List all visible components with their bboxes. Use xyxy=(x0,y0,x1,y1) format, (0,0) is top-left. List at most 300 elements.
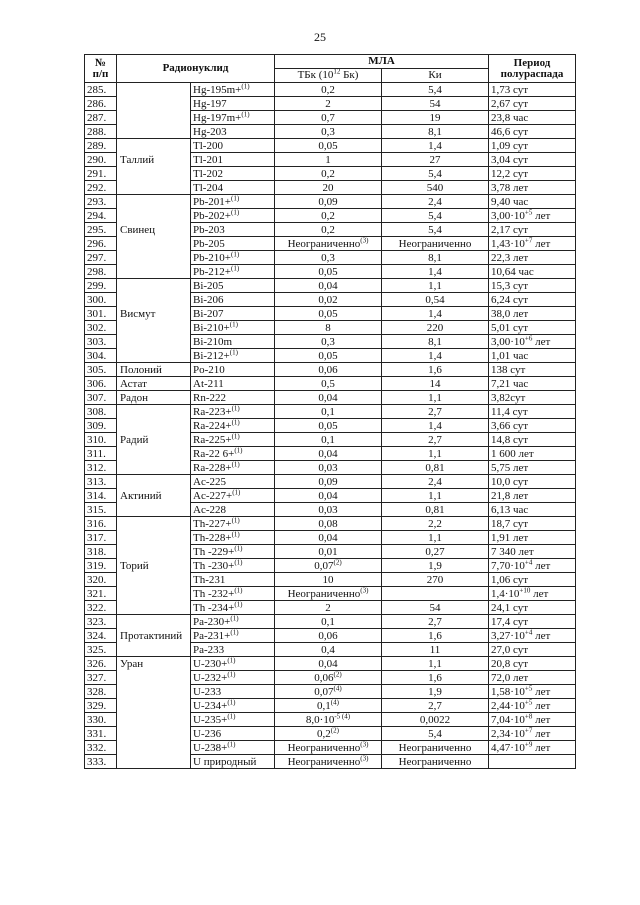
ci-cell xyxy=(382,503,489,517)
table-row xyxy=(85,475,576,489)
nuclide-cell xyxy=(191,419,275,433)
row-number xyxy=(85,195,117,209)
row-number xyxy=(85,657,117,671)
row-number-text: 329. xyxy=(87,699,107,712)
tbq-value: 0,06 xyxy=(318,629,338,642)
half-life-cell xyxy=(489,685,576,699)
ci-cell xyxy=(382,587,489,601)
header-row xyxy=(85,55,576,69)
element-name-cell xyxy=(117,405,191,419)
element-name-cell xyxy=(117,391,191,405)
element-name-cell xyxy=(117,503,191,517)
row-number xyxy=(85,461,117,475)
ci-cell xyxy=(382,335,489,349)
tbq-value: 0,05 xyxy=(318,265,338,278)
row-number xyxy=(85,293,117,307)
half-life-value: 21,8 лет xyxy=(491,489,529,502)
half-life-value: 7,70·10 xyxy=(491,559,525,572)
row-number xyxy=(85,559,117,573)
row-number-text: 291. xyxy=(87,167,107,180)
header-number xyxy=(85,55,117,83)
nuclide-cell xyxy=(191,181,275,195)
tbq-value: 0,2 xyxy=(321,167,335,180)
tbq-value: 0,04 xyxy=(318,279,338,292)
half-life-cell xyxy=(489,209,576,223)
nuclide-name: Ac-227+ xyxy=(193,489,233,502)
half-life-cell xyxy=(489,251,576,265)
row-number xyxy=(85,153,117,167)
tbq-value: Неограниченно xyxy=(287,237,361,250)
row-number-text: 289. xyxy=(87,139,107,152)
table-row xyxy=(85,559,576,573)
element-name-cell xyxy=(117,447,191,461)
half-life-cell xyxy=(489,475,576,489)
row-number-text: 294. xyxy=(87,209,107,222)
tbq-cell xyxy=(275,419,382,433)
half-life-value: 1,09 сут xyxy=(491,139,529,152)
tbq-cell xyxy=(275,83,382,97)
nuclide-name: Tl-201 xyxy=(193,153,223,166)
row-number-text: 330. xyxy=(87,713,107,726)
nuclide-footnote: (1) xyxy=(241,82,250,90)
table-row xyxy=(85,461,576,475)
half-life-cell xyxy=(489,545,576,559)
tbq-value: 0,03 xyxy=(318,503,338,516)
ci-value: 2,7 xyxy=(428,405,442,418)
ci-value: 5,4 xyxy=(428,727,442,740)
nuclide-name: Rn-222 xyxy=(193,391,226,404)
half-life-cell xyxy=(489,391,576,405)
row-number xyxy=(85,685,117,699)
half-life-value: 12,2 сут xyxy=(491,167,529,180)
element-name-cell xyxy=(117,671,191,685)
table-row xyxy=(85,349,576,363)
half-life-unit: лет xyxy=(532,335,551,348)
ci-cell xyxy=(382,223,489,237)
element-name-cell xyxy=(117,237,191,251)
nuclide-cell xyxy=(191,587,275,601)
element-name: Протактиний xyxy=(120,629,183,642)
row-number-text: 306. xyxy=(87,377,107,390)
tbq-value: 8 xyxy=(325,321,331,334)
tbq-cell xyxy=(275,433,382,447)
nuclide-name: Hg-203 xyxy=(193,125,227,138)
element-name-cell xyxy=(117,279,191,293)
half-life-value: 3,27·10 xyxy=(491,629,525,642)
ci-value: 0,0022 xyxy=(419,713,451,726)
table-row xyxy=(85,391,576,405)
half-life-value: 2,34·10 xyxy=(491,727,525,740)
half-life-value: 1,58·10 xyxy=(491,685,525,698)
element-name-cell xyxy=(117,167,191,181)
tbq-value: 0,03 xyxy=(318,461,338,474)
tbq-cell xyxy=(275,265,382,279)
half-life-unit: лет xyxy=(530,587,549,600)
table-row xyxy=(85,111,576,125)
half-life-exponent: +7 xyxy=(524,236,533,244)
element-name: Полоний xyxy=(120,363,162,376)
ci-value: 2,7 xyxy=(428,615,442,628)
tbq-value: 0,06 xyxy=(314,671,334,684)
element-name-cell xyxy=(117,699,191,713)
table-row xyxy=(85,741,576,755)
tbq-value: 0,05 xyxy=(318,349,338,362)
table-row xyxy=(85,125,576,139)
tbq-value: 0,08 xyxy=(318,517,338,530)
nuclide-cell xyxy=(191,237,275,251)
half-life-cell xyxy=(489,335,576,349)
nuclide-footnote: (1) xyxy=(241,110,250,118)
ci-cell xyxy=(382,461,489,475)
nuclide-footnote: (1) xyxy=(227,740,236,748)
half-life-unit: лет xyxy=(532,209,551,222)
header-period xyxy=(489,55,576,83)
element-name: Радон xyxy=(120,391,148,404)
row-number xyxy=(85,699,117,713)
tbq-cell xyxy=(275,713,382,727)
nuclide-name: Bi-210m xyxy=(193,335,233,348)
table-row xyxy=(85,545,576,559)
half-life-cell xyxy=(489,587,576,601)
half-life-cell xyxy=(489,699,576,713)
tbq-cell xyxy=(275,195,382,209)
half-life-cell xyxy=(489,377,576,391)
tbq-value: 0,04 xyxy=(318,657,338,670)
half-life-value: 1,43·10 xyxy=(491,237,525,250)
half-life-cell xyxy=(489,125,576,139)
tbq-cell xyxy=(275,545,382,559)
element-name-cell xyxy=(117,685,191,699)
ci-value: 1,1 xyxy=(428,447,442,460)
element-name-cell xyxy=(117,601,191,615)
element-name-cell xyxy=(117,461,191,475)
tbq-cell xyxy=(275,475,382,489)
ci-cell xyxy=(382,615,489,629)
half-life-cell xyxy=(489,531,576,545)
row-number xyxy=(85,741,117,755)
half-life-exponent: +5 xyxy=(524,698,533,706)
row-number-text: 311. xyxy=(87,447,106,460)
row-number xyxy=(85,671,117,685)
ci-value: 2,7 xyxy=(428,699,442,712)
row-number xyxy=(85,377,117,391)
header-number-line2: п/п xyxy=(92,67,109,80)
nuclide-name: U-232+ xyxy=(193,671,228,684)
half-life-value: 38,0 лет xyxy=(491,307,529,320)
half-life-value: 5,01 сут xyxy=(491,321,529,334)
element-name-cell xyxy=(117,629,191,643)
ci-cell xyxy=(382,685,489,699)
ci-cell xyxy=(382,629,489,643)
ci-cell xyxy=(382,237,489,251)
row-number xyxy=(85,419,117,433)
nuclide-name: Tl-204 xyxy=(193,181,223,194)
header-period-line1: Период xyxy=(513,56,551,69)
half-life-cell xyxy=(489,461,576,475)
table-row xyxy=(85,377,576,391)
ci-value: 54 xyxy=(429,97,441,110)
ci-cell xyxy=(382,391,489,405)
half-life-cell xyxy=(489,237,576,251)
element-name-cell xyxy=(117,251,191,265)
tbq-value: Неограниченно xyxy=(287,741,361,754)
half-life-cell xyxy=(489,741,576,755)
header-radionuclide: Радионуклид xyxy=(117,55,275,83)
ci-cell xyxy=(382,181,489,195)
nuclide-footnote: (1) xyxy=(231,516,240,524)
row-number xyxy=(85,349,117,363)
nuclide-name: Hg-197 xyxy=(193,97,227,110)
element-name-cell xyxy=(117,125,191,139)
table-row xyxy=(85,265,576,279)
table-row xyxy=(85,615,576,629)
row-number xyxy=(85,335,117,349)
nuclide-cell xyxy=(191,475,275,489)
ci-cell xyxy=(382,699,489,713)
tbq-cell xyxy=(275,685,382,699)
table-row xyxy=(85,489,576,503)
row-number-text: 318. xyxy=(87,545,107,558)
row-number xyxy=(85,97,117,111)
nuclide-name: Pa-231+ xyxy=(193,629,231,642)
table-row xyxy=(85,307,576,321)
nuclide-name: Th-228+ xyxy=(193,531,232,544)
nuclide-cell xyxy=(191,265,275,279)
nuclide-cell xyxy=(191,447,275,461)
half-life-cell xyxy=(489,223,576,237)
tbq-value: 0,06 xyxy=(318,363,338,376)
table-row xyxy=(85,573,576,587)
nuclide-name: Th -234+ xyxy=(193,601,235,614)
tbq-value: 0,04 xyxy=(318,391,338,404)
half-life-unit: лет xyxy=(532,713,551,726)
row-number-text: 300. xyxy=(87,293,107,306)
row-number-text: 316. xyxy=(87,517,107,530)
tbq-cell xyxy=(275,447,382,461)
nuclide-name: Tl-202 xyxy=(193,167,223,180)
row-number xyxy=(85,237,117,251)
half-life-cell xyxy=(489,167,576,181)
nuclide-name: Ra-22 6+ xyxy=(193,447,235,460)
ci-value: 1,4 xyxy=(428,139,442,152)
ci-cell xyxy=(382,713,489,727)
row-number xyxy=(85,629,117,643)
nuclide-name: Th -232+ xyxy=(193,587,235,600)
row-number xyxy=(85,181,117,195)
ci-value: 1,4 xyxy=(428,349,442,362)
half-life-unit: лет xyxy=(532,741,551,754)
tbq-cell xyxy=(275,363,382,377)
nuclide-footnote: (1) xyxy=(234,558,243,566)
ci-value: 1,9 xyxy=(428,559,442,572)
header-number-line1: № xyxy=(94,56,107,69)
nuclide-cell xyxy=(191,321,275,335)
row-number xyxy=(85,713,117,727)
table-row xyxy=(85,321,576,335)
nuclide-name: Bi-212+ xyxy=(193,349,230,362)
half-life-value: 10,64 час xyxy=(491,265,534,278)
half-life-unit: лет xyxy=(532,559,551,572)
nuclide-footnote: (1) xyxy=(234,544,243,552)
element-name: Уран xyxy=(120,657,144,670)
tbq-cell xyxy=(275,279,382,293)
tbq-value: 0,07 xyxy=(314,559,334,572)
nuclide-name: U-238+ xyxy=(193,741,228,754)
tbq-cell xyxy=(275,755,382,769)
ci-value: 1,4 xyxy=(428,419,442,432)
half-life-value: 3,00·10 xyxy=(491,335,525,348)
ci-cell xyxy=(382,125,489,139)
row-number-text: 295. xyxy=(87,223,107,236)
table-row xyxy=(85,433,576,447)
element-name-cell xyxy=(117,153,191,167)
element-name-cell xyxy=(117,559,191,573)
ci-cell xyxy=(382,755,489,769)
table-row xyxy=(85,363,576,377)
ci-cell xyxy=(382,671,489,685)
nuclide-name: Th-231 xyxy=(193,573,226,586)
tbq-value: 0,2 xyxy=(321,223,335,236)
element-name-cell xyxy=(117,475,191,489)
ci-value: 5,4 xyxy=(428,167,442,180)
tbq-cell xyxy=(275,209,382,223)
tbq-cell xyxy=(275,237,382,251)
tbq-cell xyxy=(275,307,382,321)
tbq-cell xyxy=(275,503,382,517)
half-life-exponent: +6 xyxy=(524,334,533,342)
element-name-cell xyxy=(117,307,191,321)
row-number xyxy=(85,503,117,517)
nuclide-cell xyxy=(191,489,275,503)
half-life-value: 2,17 сут xyxy=(491,223,529,236)
nuclide-cell xyxy=(191,713,275,727)
tbq-value: 0,04 xyxy=(318,447,338,460)
nuclide-cell xyxy=(191,209,275,223)
half-life-cell xyxy=(489,349,576,363)
ci-value: 1,9 xyxy=(428,685,442,698)
row-number xyxy=(85,111,117,125)
ci-value: 5,4 xyxy=(428,83,442,96)
half-life-cell xyxy=(489,153,576,167)
element-name: Висмут xyxy=(120,307,156,320)
half-life-cell xyxy=(489,307,576,321)
row-number-text: 312. xyxy=(87,461,107,474)
tbq-value: 0,04 xyxy=(318,489,338,502)
nuclide-footnote: (1) xyxy=(234,586,243,594)
nuclide-cell xyxy=(191,671,275,685)
nuclide-name: Pb-202+ xyxy=(193,209,231,222)
nuclide-name: U-236 xyxy=(193,727,222,740)
ci-cell xyxy=(382,321,489,335)
row-number-text: 307. xyxy=(87,391,107,404)
tbq-cell xyxy=(275,615,382,629)
half-life-value: 3,82сут xyxy=(491,391,526,404)
radionuclide-table xyxy=(84,54,576,769)
nuclide-footnote: (1) xyxy=(231,404,240,412)
row-number-text: 296. xyxy=(87,237,107,250)
half-life-value: 7,21 час xyxy=(491,377,529,390)
half-life-exponent: +5 xyxy=(524,684,533,692)
nuclide-footnote: (1) xyxy=(230,194,240,202)
nuclide-cell xyxy=(191,307,275,321)
tbq-cell xyxy=(275,489,382,503)
ci-cell xyxy=(382,517,489,531)
tbq-cell xyxy=(275,153,382,167)
nuclide-cell xyxy=(191,433,275,447)
row-number xyxy=(85,727,117,741)
row-number xyxy=(85,433,117,447)
nuclide-name: Ra-225+ xyxy=(193,433,232,446)
tbq-value: 0,2 xyxy=(321,209,335,222)
tbq-value: 0,09 xyxy=(318,195,338,208)
ci-cell xyxy=(382,643,489,657)
nuclide-cell xyxy=(191,293,275,307)
tbq-cell xyxy=(275,405,382,419)
ci-value: 1,1 xyxy=(428,657,442,670)
nuclide-name: Bi-207 xyxy=(193,307,224,320)
half-life-value: 9,40 час xyxy=(491,195,529,208)
ci-cell xyxy=(382,293,489,307)
ci-cell xyxy=(382,195,489,209)
tbq-cell xyxy=(275,643,382,657)
row-number xyxy=(85,643,117,657)
element-name-cell xyxy=(117,741,191,755)
nuclide-cell xyxy=(191,251,275,265)
nuclide-cell xyxy=(191,601,275,615)
ci-value: 14 xyxy=(429,377,441,390)
ci-cell xyxy=(382,559,489,573)
ci-value: 2,2 xyxy=(428,517,442,530)
element-name: Торий xyxy=(120,559,149,572)
tbq-cell xyxy=(275,671,382,685)
element-name-cell xyxy=(117,531,191,545)
tbq-footnote: (2) xyxy=(333,670,342,678)
half-life-cell xyxy=(489,139,576,153)
page-number: 25 xyxy=(314,30,326,44)
nuclide-cell xyxy=(191,657,275,671)
nuclide-cell xyxy=(191,503,275,517)
ci-value: 1,1 xyxy=(428,391,442,404)
nuclide-cell xyxy=(191,335,275,349)
tbq-value: 20 xyxy=(322,181,334,194)
row-number xyxy=(85,587,117,601)
row-number-text: 320. xyxy=(87,573,107,586)
half-life-value: 22,3 лет xyxy=(491,251,529,264)
element-name-cell xyxy=(117,489,191,503)
ci-value: 220 xyxy=(426,321,444,334)
table-row xyxy=(85,223,576,237)
nuclide-cell xyxy=(191,139,275,153)
ci-cell xyxy=(382,475,489,489)
half-life-exponent: +4 xyxy=(524,628,533,636)
tbq-footnote: (4) xyxy=(333,684,342,692)
table-row xyxy=(85,237,576,251)
nuclide-cell xyxy=(191,377,275,391)
ci-value: Неограниченно xyxy=(398,741,472,754)
half-life-value: 1,4·10 xyxy=(491,587,520,600)
tbq-value: 0,7 xyxy=(321,111,335,124)
element-name-cell xyxy=(117,545,191,559)
ci-cell xyxy=(382,363,489,377)
element-name-cell xyxy=(117,293,191,307)
row-number-text: 286. xyxy=(87,97,107,110)
tbq-cell xyxy=(275,321,382,335)
ci-value: 1,1 xyxy=(428,531,442,544)
row-number-text: 314. xyxy=(87,489,107,502)
element-name-cell xyxy=(117,727,191,741)
nuclide-footnote: (1) xyxy=(230,628,239,636)
half-life-value: 5,75 лет xyxy=(491,461,529,474)
